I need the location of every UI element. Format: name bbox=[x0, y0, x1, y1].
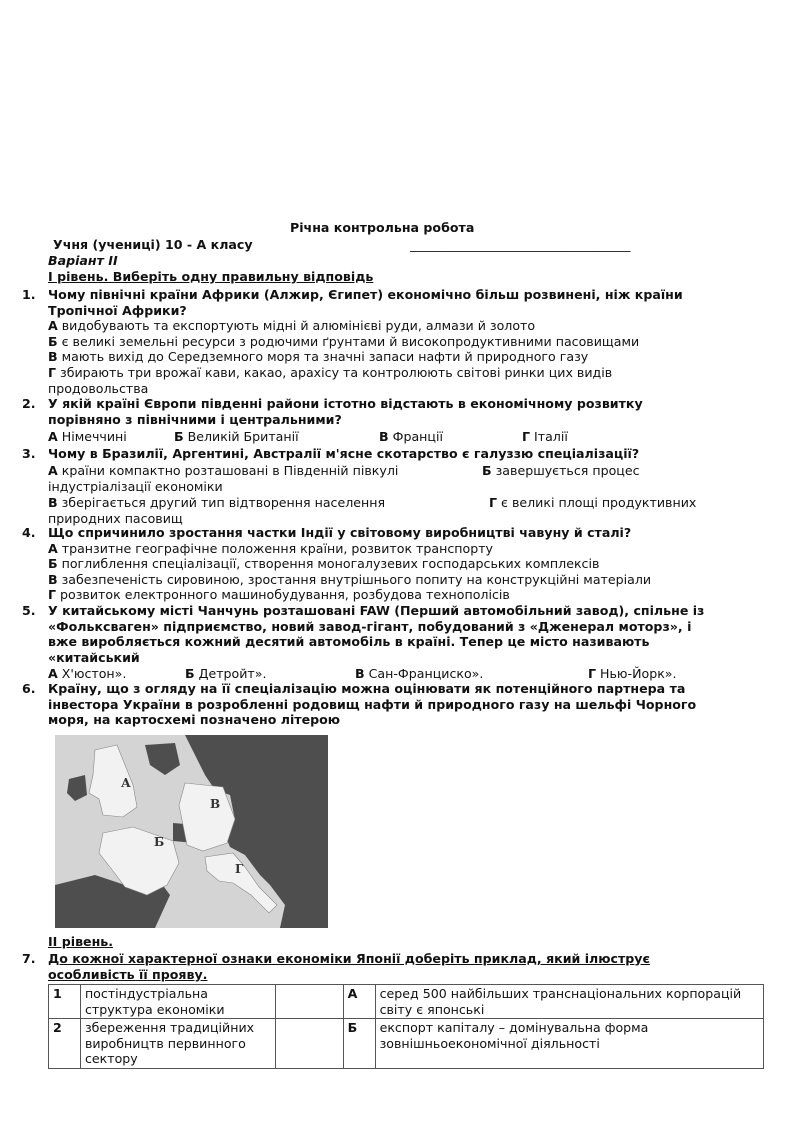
answer-option-d-cont: продовольства bbox=[48, 380, 149, 396]
answer-option-a: А транзитне географічне положення країни, розвиток транспорту bbox=[48, 540, 493, 556]
answer-option-c: В Сан-Франциско». bbox=[355, 666, 484, 681]
question-text: вже виробляється кожний десятий автомобіль в країні. Тепер це місто називають bbox=[48, 634, 650, 650]
name-blank-line: ___________________________________ bbox=[410, 237, 631, 252]
answer-option-b: Б Детройт». bbox=[185, 666, 267, 681]
answer-option-b-cont: індустріалізації економіки bbox=[48, 479, 223, 494]
example-letter: А bbox=[343, 985, 375, 1019]
level-1-heading: І рівень. Виберіть одну правильну відповідь bbox=[48, 269, 374, 284]
question-text: Чому в Бразилії, Аргентині, Австралії м'ясне скотарство є галуззю спеціалізації? bbox=[48, 446, 640, 461]
answer-option-d: Г Нью-Йорк». bbox=[588, 666, 677, 681]
question-number: 5. bbox=[22, 603, 36, 618]
example-cell: серед 500 найбільших транснаціональних корпорацій світу є японські bbox=[375, 985, 763, 1019]
question-text: особливість її прояву. bbox=[48, 966, 208, 982]
question-text: Чому північні країни Африки (Алжир, Єгипет) економічно більш розвинені, ніж країни bbox=[48, 287, 683, 302]
question-number: 7. bbox=[22, 951, 36, 966]
level-2-heading: ІІ рівень. bbox=[48, 934, 114, 949]
matching-table bbox=[48, 984, 764, 1069]
answer-option-a: А Х'юстон». bbox=[48, 666, 127, 681]
row-number: 1 bbox=[49, 985, 81, 1019]
answer-option-c: В забезпеченість сировиною, зростання внутрішнього попиту на конструкційні матеріали bbox=[48, 571, 652, 587]
question-text: До кожної характерної ознаки економіки Японії доберіть приклад, який ілюструє bbox=[48, 951, 650, 966]
answer-option-d: Г розвиток електронного машинобудування, розбудова технополісів bbox=[48, 587, 510, 603]
question-6 bbox=[48, 681, 696, 728]
answer-option-b: Б поглиблення спеціалізації, створення моногалузевих господарських комплексів bbox=[48, 556, 600, 572]
answer-option-d-cont: природних пасовищ bbox=[48, 511, 183, 526]
question-text: «Фольксваген» підприємство, новий завод-гігант, побудований з «Дженерал моторз», і bbox=[48, 618, 692, 634]
question-3 bbox=[48, 446, 768, 526]
answer-option-c: В Франції bbox=[379, 429, 443, 444]
question-7 bbox=[48, 951, 650, 982]
map-label-v: В bbox=[210, 797, 221, 811]
answer-blank-cell bbox=[275, 1019, 343, 1069]
question-text: Країну, що з огляду на її спеціалізацію можна оцінювати як потенційного партнера та bbox=[48, 681, 686, 696]
question-text: інвестора України в розробленні родовищ нафти й природного газу на шельфі Чорного bbox=[48, 696, 697, 712]
map-label-g: Г bbox=[235, 862, 244, 876]
row-number: 2 bbox=[49, 1019, 81, 1069]
answer-option-b: Б Великій Британії bbox=[174, 429, 299, 444]
map-label-a: А bbox=[121, 776, 131, 790]
question-number: 1. bbox=[22, 287, 36, 302]
question-4 bbox=[48, 525, 651, 603]
question-text: Тропічної Африки? bbox=[48, 302, 187, 318]
question-5 bbox=[48, 603, 768, 685]
question-1 bbox=[48, 287, 683, 396]
feature-cell: постіндустріальна структура економіки bbox=[80, 985, 275, 1019]
table-row bbox=[49, 1019, 764, 1069]
question-number: 4. bbox=[22, 525, 36, 540]
example-cell: експорт капіталу – домінувальна форма зовнішньоекономічної діяльності bbox=[375, 1019, 763, 1069]
answer-option-a: А видобувають та експортують мідні й алюмінієві руди, алмази й золото bbox=[48, 318, 536, 334]
example-letter: Б bbox=[343, 1019, 375, 1069]
question-number: 6. bbox=[22, 681, 36, 696]
question-number: 2. bbox=[22, 396, 36, 411]
question-text: моря, на картосхемі позначено літерою bbox=[48, 712, 341, 728]
question-text: порівняно з північними і центральними? bbox=[48, 411, 342, 427]
table-row bbox=[49, 985, 764, 1019]
variant-label: Варіант ІІ bbox=[48, 253, 118, 268]
europe-map bbox=[55, 735, 328, 928]
answer-option-b: Б завершується процес bbox=[482, 463, 640, 478]
answer-option-d: Г є великі площі продуктивних bbox=[489, 495, 697, 510]
answer-blank-cell bbox=[275, 985, 343, 1019]
answer-option-d: Г Італії bbox=[522, 429, 568, 444]
map-label-b: Б bbox=[154, 835, 165, 849]
answer-option-c: В мають вихід до Середземного моря та значні запаси нафти й природного газу bbox=[48, 349, 589, 365]
feature-cell: збереження традиційних виробництв первинного сектору bbox=[80, 1019, 275, 1069]
question-number: 3. bbox=[22, 446, 36, 461]
question-text: У китайському місті Чанчунь розташовані FAW (Перший автомобільний завод), спільне із bbox=[48, 603, 705, 618]
question-2 bbox=[48, 396, 768, 446]
answer-option-b: Б є великі земельні ресурси з родючими ґрунтами й високопродуктивними пасовищами bbox=[48, 333, 640, 349]
student-class-label: Учня (учениці) 10 - А класу bbox=[53, 237, 253, 252]
answer-option-a: А Німеччині bbox=[48, 429, 127, 444]
answer-option-c: В зберігається другий тип відтворення населення bbox=[48, 495, 386, 510]
question-text: У якій країні Європи південні райони істотно відстають в економічному розвитку bbox=[48, 396, 643, 411]
question-text: «китайський bbox=[48, 649, 140, 665]
answer-option-a: А країни компактно розташовані в Південній півкулі bbox=[48, 463, 399, 478]
page-title: Річна контрольна робота bbox=[290, 220, 475, 235]
question-text: Що спричинило зростання частки Індії у світовому виробництві чавуну й сталі? bbox=[48, 525, 632, 540]
answer-option-d: Г збирають три врожаї кави, какао, арахісу та контролюють світові ринки цих видів bbox=[48, 364, 613, 380]
